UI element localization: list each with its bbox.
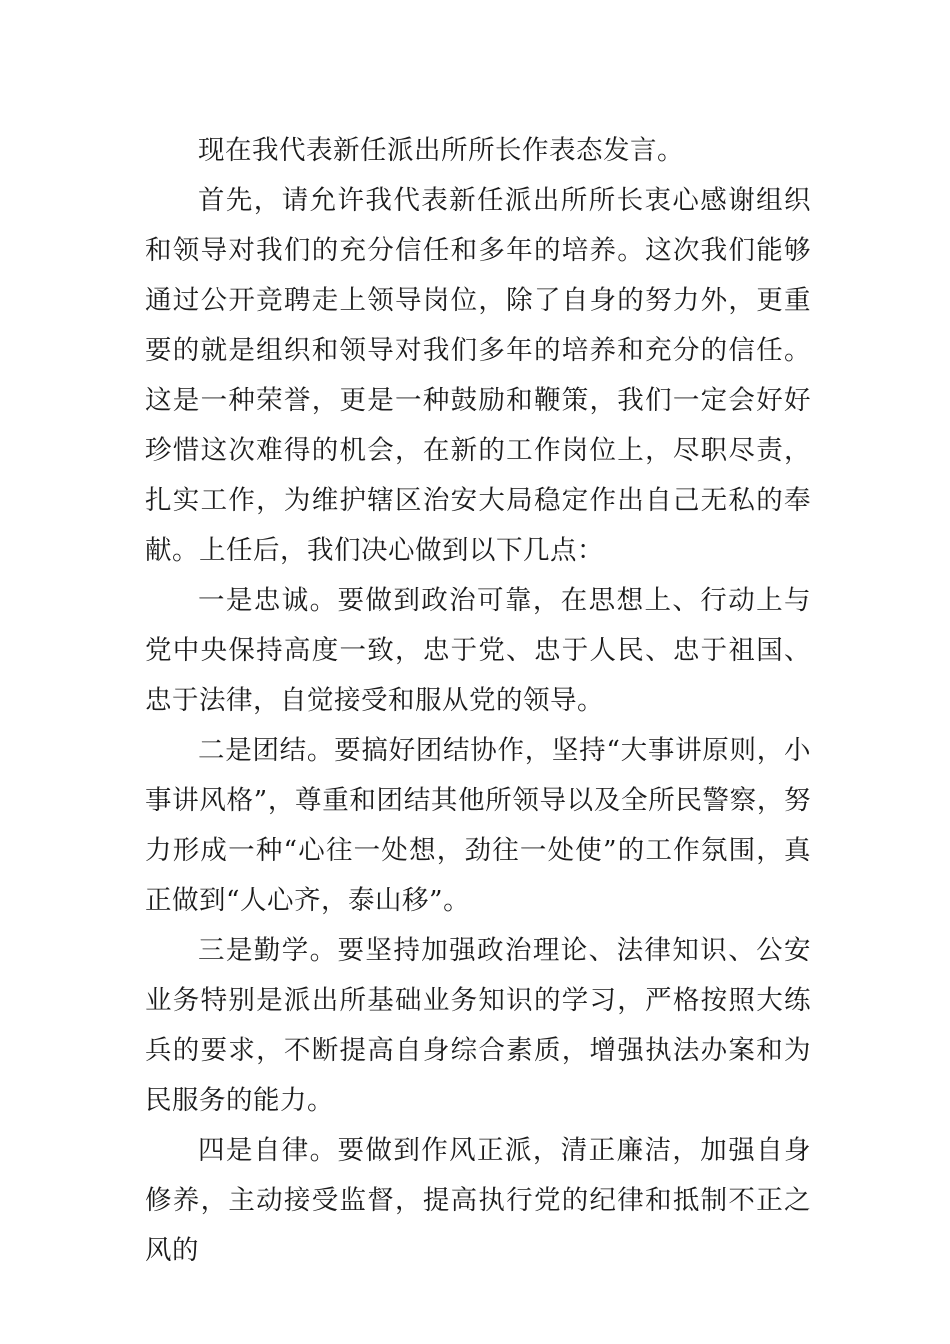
paragraph-loyalty: 一是忠诚。要做到政治可靠，在思想上、行动上与党中央保持高度一致，忠于党、忠于人民、忠于祖国、忠于法律，自觉接受和服从党的领导。 — [145, 585, 811, 716]
document-body — [145, 126, 811, 1276]
paragraph-gratitude: 首先，请允许我代表新任派出所所长衷心感谢组织和领导对我们的充分信任和多年的培养。这次我们能够通过公开竞聘走上领导岗位，除了自身的努力外，更重要的就是组织和领导对我们多年的培养和充分的信任。这是一种荣誉，更是一种鼓励和鞭策，我们一定会好好珍惜这次难得的机会，在新的工作岗位上，尽职尽责，扎实工作，为维护辖区治安大局稳定作出自己无私的奉献。上任后，我们决心做到以下几点： — [145, 185, 811, 566]
paragraph-unity: 二是团结。要搞好团结协作，坚持“大事讲原则，小事讲风格”，尊重和团结其他所领导以及全所民警察，努力形成一种“心往一处想，劲往一处使”的工作氛围，真正做到“人心齐，泰山移”。 — [145, 735, 811, 916]
paragraph-study: 三是勤学。要坚持加强政治理论、法律知识、公安业务特别是派出所基础业务知识的学习，严格按照大练兵的要求，不断提高自身综合素质，增强执法办案和为民服务的能力。 — [145, 935, 811, 1116]
paragraph-intro: 现在我代表新任派出所所长作表态发言。 — [198, 135, 684, 166]
paragraph-self-discipline: 四是自律。要做到作风正派，清正廉洁，加强自身修养，主动接受监督，提高执行党的纪律和抵制不正之风的 — [145, 1135, 811, 1266]
